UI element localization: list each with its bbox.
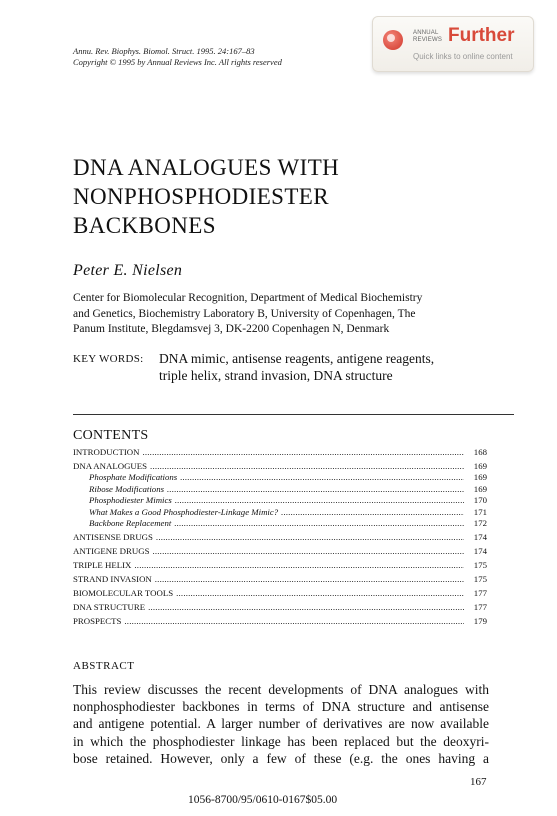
- toc-entry-page: 171: [473, 506, 487, 517]
- toc-entry-ribose-modifications[interactable]: [73, 484, 487, 495]
- toc-entry-prospects[interactable]: [73, 616, 487, 627]
- toc-entry-page: 174: [473, 531, 487, 542]
- toc-entry-dna-analogues[interactable]: [73, 461, 487, 472]
- toc-leader: [281, 507, 464, 518]
- badge-reviews-text: REVIEWS: [413, 36, 443, 43]
- affiliation-line: Panum Institute, Blegdamsvej 3, DK-2200 Copenhagen N, Denmark: [73, 323, 390, 335]
- title-line: DNA ANALOGUES WITH: [73, 155, 340, 180]
- journal-citation: Annu. Rev. Biophys. Biomol. Struct. 1995. 24:167–83: [73, 46, 255, 56]
- toc-entry-backbone-replacement[interactable]: [73, 518, 487, 529]
- toc-leader: [152, 546, 464, 557]
- toc-entry-label: DNA ANALOGUES: [73, 460, 148, 471]
- journal-citation-block: [73, 46, 282, 68]
- author-name: Peter E. Nielsen: [73, 262, 183, 279]
- title-line: NONPHOSPHODIESTER: [73, 184, 329, 209]
- table-of-contents: [73, 447, 487, 627]
- toc-entry-antigene-drugs[interactable]: [73, 546, 487, 557]
- affiliation-line: and Genetics, Biochemistry Laboratory B, University of Copenhagen, The: [73, 307, 416, 320]
- toc-entry-page: 172: [473, 517, 487, 528]
- toc-entry-label: Ribose Modifications: [89, 483, 165, 494]
- toc-leader: [155, 574, 464, 585]
- abstract-line: and antigene potential. A larger number of derivatives are now available: [73, 716, 489, 732]
- toc-entry-label: Backbone Replacement: [89, 517, 172, 528]
- toc-leader: [148, 602, 464, 613]
- keywords-label: KEY WORDS:: [73, 353, 144, 365]
- toc-entry-page: 169: [473, 472, 487, 483]
- toc-entry-strand-invasion[interactable]: [73, 574, 487, 585]
- toc-entry-page: 177: [473, 601, 487, 612]
- abstract-line: bose retained. However, only a few of these (e.g. the ones having a: [73, 750, 489, 766]
- copyright-notice: Copyright © 1995 by Annual Reviews Inc. All rights reserved: [73, 57, 282, 67]
- toc-entry-page: 177: [473, 587, 487, 598]
- toc-entry-introduction[interactable]: [73, 447, 487, 458]
- badge-publisher-name: [413, 30, 442, 43]
- toc-entry-page: 168: [473, 447, 487, 457]
- toc-entry-page: 170: [473, 495, 487, 506]
- abstract-body: [73, 681, 489, 767]
- toc-entry-page: 169: [473, 460, 487, 471]
- toc-entry-label: BIOMOLECULAR TOOLS: [73, 587, 174, 598]
- toc-entry-dna-structure[interactable]: [73, 602, 487, 613]
- toc-entry-phosphodiester-mimics[interactable]: [73, 495, 487, 506]
- toc-leader: [150, 461, 464, 472]
- badge-annual-text: ANNUAL: [413, 30, 439, 36]
- abstract-line: This review discusses the recent developments of DNA analogues with: [73, 682, 489, 697]
- page-number: 167: [470, 776, 487, 788]
- author-affiliation: [73, 291, 493, 338]
- toc-leader: [174, 518, 464, 529]
- article-title: [73, 153, 339, 240]
- toc-leader: [176, 588, 464, 599]
- toc-leader: [180, 472, 464, 483]
- keywords-line: DNA mimic, antisense reagents, antigene reagents,: [159, 351, 435, 366]
- abstract-heading: ABSTRACT: [73, 660, 135, 672]
- toc-entry-page: 175: [473, 573, 487, 584]
- issn-footer: 1056-8700/95/0610-0167$05.00: [188, 794, 338, 806]
- keywords-list: [159, 351, 499, 384]
- toc-leader: [142, 447, 464, 458]
- toc-entry-label: ANTIGENE DRUGS: [73, 545, 150, 556]
- badge-subtitle: Quick links to online content: [413, 52, 513, 61]
- toc-entry-antisense-drugs[interactable]: [73, 532, 487, 543]
- toc-entry-good-linkage-mimic[interactable]: [73, 507, 487, 518]
- annual-reviews-logo-icon: [383, 30, 403, 50]
- toc-entry-biomolecular-tools[interactable]: [73, 588, 487, 599]
- toc-entry-label: PROSPECTS: [73, 615, 122, 626]
- title-line: BACKBONES: [73, 213, 216, 238]
- toc-entry-label: Phosphate Modifications: [89, 472, 178, 483]
- abstract-line: in which the phosphodiester linkage has been replaced but the deoxyri-: [73, 733, 489, 749]
- toc-leader: [124, 616, 464, 627]
- abstract-line: nonphosphodiester backbones in terms of DNA structure and antisense: [73, 699, 489, 715]
- toc-leader: [175, 495, 464, 506]
- toc-entry-page: 174: [473, 545, 487, 556]
- toc-entry-triple-helix[interactable]: [73, 560, 487, 571]
- toc-entry-label: ANTISENSE DRUGS: [73, 531, 153, 542]
- badge-further-text: Further: [448, 25, 515, 46]
- section-divider: [73, 414, 514, 415]
- toc-entry-label: TRIPLE HELIX: [73, 559, 132, 570]
- toc-entry-label: What Makes a Good Phosphodiester-Linkage Mimic?: [89, 506, 279, 517]
- affiliation-line: Center for Biomolecular Recognition, Department of Medical Biochemistry: [73, 292, 423, 304]
- toc-leader: [134, 560, 464, 571]
- toc-entry-page: 169: [473, 483, 487, 494]
- toc-entry-label: STRAND INVASION: [73, 573, 152, 584]
- toc-entry-page: 179: [473, 615, 487, 626]
- toc-entry-label: Phosphodiester Mimics: [89, 495, 172, 506]
- keywords-line: triple helix, strand invasion, DNA structure: [159, 367, 393, 383]
- toc-entry-page: 175: [473, 559, 487, 570]
- toc-entry-label: INTRODUCTION: [73, 447, 140, 457]
- contents-heading: CONTENTS: [73, 428, 149, 443]
- toc-leader: [156, 532, 464, 543]
- toc-entry-phosphate-modifications[interactable]: [73, 472, 487, 483]
- further-reviews-badge[interactable]: [372, 16, 534, 72]
- toc-leader: [167, 484, 464, 495]
- toc-entry-label: DNA STRUCTURE: [73, 601, 146, 612]
